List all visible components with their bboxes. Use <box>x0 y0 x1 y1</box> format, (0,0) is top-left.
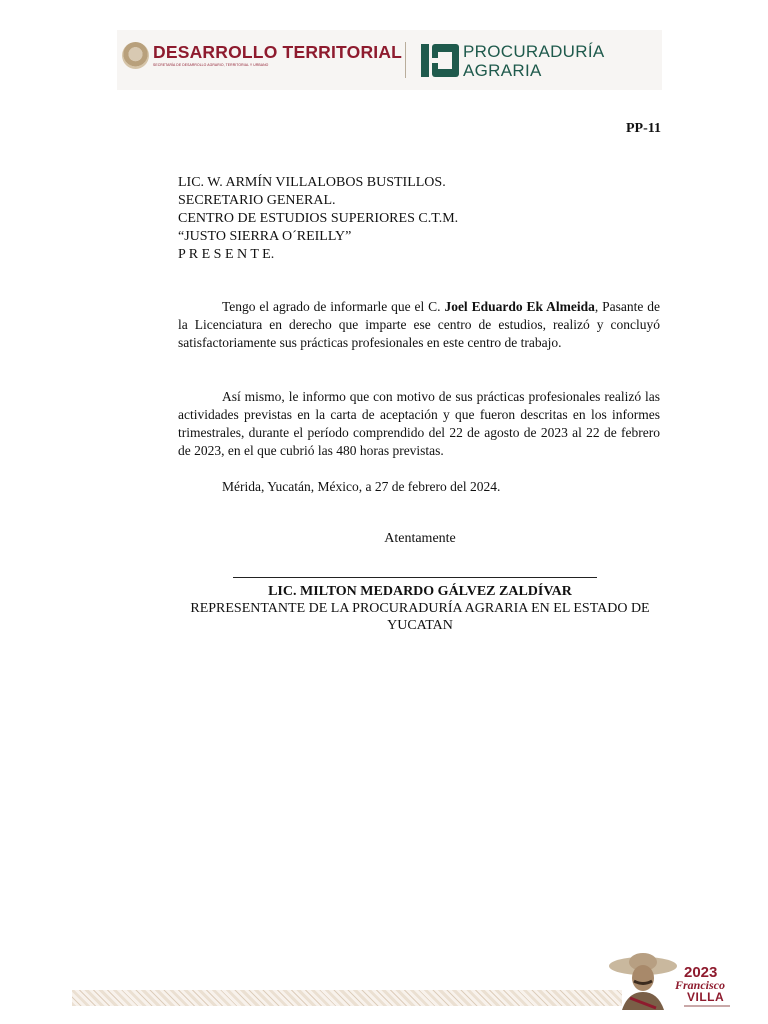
procuraduria-agraria-logo-icon <box>421 44 459 77</box>
letterhead-divider <box>405 42 406 78</box>
date-line: Mérida, Yucatán, México, a 27 de febrero del 2024. <box>222 479 501 494</box>
desarrollo-territorial-subtitle: SECRETARÍA DE DESARROLLO AGRARIO, TERRITORIAL Y URBANO <box>153 63 269 67</box>
procuraduria-logo-line2: AGRARIA <box>463 61 542 80</box>
body-paragraph-2 <box>178 388 660 460</box>
closing-salutation: Atentamente <box>384 531 456 546</box>
recipient-position: SECRETARIO GENERAL. <box>178 193 336 208</box>
signature-line <box>233 577 597 578</box>
footer-year: 2023 <box>684 964 718 981</box>
student-name: Joel Eduardo Ek Almeida <box>444 299 595 314</box>
body-paragraph-1 <box>178 298 660 352</box>
recipient-block <box>178 174 458 264</box>
government-seal-icon <box>122 42 149 69</box>
recipient-presente: P R E S E N T E. <box>178 247 275 262</box>
recipient-name: LIC. W. ARMÍN VILLALOBOS BUSTILLOS. <box>178 175 446 190</box>
footer-emblem-line2: VILLA <box>687 990 725 1004</box>
signer-title: REPRESENTANTE DE LA PROCURADURÍA AGRARIA EN EL ESTADO DE YUCATAN <box>190 601 650 633</box>
p2-text: Así mismo, le informo que con motivo de sus prácticas profesionales realizó las actividades previstas en la carta de aceptación y que fueron descritas en los informes trimestrales, durante el período comprendido del 22 de agosto de 2023 al 22 de febrero de 2023, en el que cubrió las 480 horas previstas. <box>178 389 660 458</box>
desarrollo-territorial-logo-text: DESARROLLO TERRITORIAL <box>153 42 403 62</box>
footer-emblem-line1: Francisco <box>675 978 726 992</box>
francisco-villa-portrait-icon <box>608 952 678 1010</box>
procuraduria-logo-line1: PROCURADURÍA <box>463 42 605 61</box>
p1-intro: Tengo el agrado de informarle que el C. <box>222 299 445 314</box>
recipient-institution-name: “JUSTO SIERRA O´REILLY” <box>178 229 352 244</box>
signer-block <box>178 583 662 634</box>
document-code: PP-11 <box>626 121 661 136</box>
p1-rest: , Pasante de la Licenciatura en derecho que imparte ese centro de estudios, realizó y concluyó satisfactoriamente sus prácticas profesionales en este centro de trabajo. <box>178 299 660 350</box>
signer-name: LIC. MILTON MEDARDO GÁLVEZ ZALDÍVAR <box>268 584 572 599</box>
footer-emblem-caption <box>684 1005 730 1007</box>
footer-decorative-band <box>72 990 622 1006</box>
recipient-institution: CENTRO DE ESTUDIOS SUPERIORES C.T.M. <box>178 211 459 226</box>
